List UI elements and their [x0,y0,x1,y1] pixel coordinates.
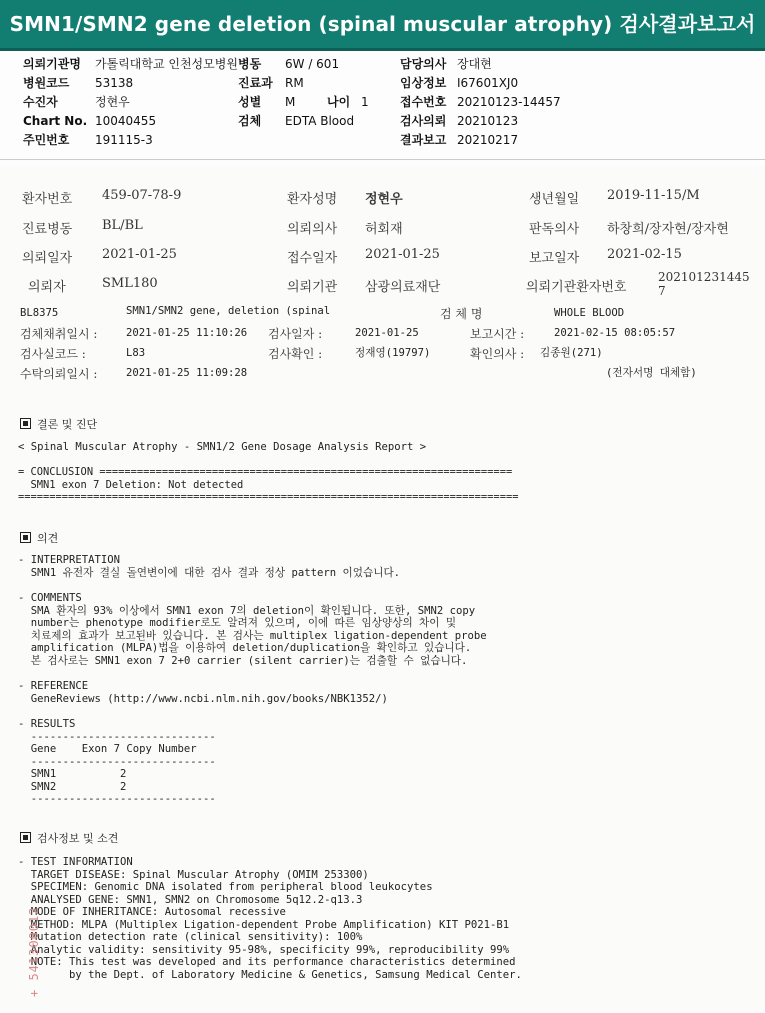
section-opinion [20,530,58,546]
header-label: 검사의뢰 [400,114,447,128]
header-value: M [285,95,296,109]
header-value: 191115-3 [95,133,153,147]
section-testinfo [20,830,118,846]
header-label: 임상정보 [400,76,447,90]
field-value: 2021-02-15 [607,247,682,262]
section-title: 결론 및 진단 [37,418,98,431]
report-title: SMN1/SMN2 gene deletion (spinal muscular atrophy) 검사결과보고서 [0,0,765,51]
field-value: 2021-01-25 [365,247,440,262]
section-conclusion [20,416,97,432]
header-label: 담당의사 [400,57,447,71]
field-value: 삼광의료재단 [365,280,441,295]
interpretation-block: - INTERPRETATION SMN1 유전자 결실 돌연변이에 대한 검사 결과 정상 pattern 이었습니다. [18,554,401,579]
field-value: 정현우 [365,192,403,207]
esign-note: (전자서명 대체함) [606,367,697,379]
header-value: 가톨릭대학교 인천성모병원 [95,57,238,71]
section-title: 검사정보 및 소견 [37,832,119,845]
field-value: BL/BL [102,218,143,233]
field-label: 검체채취일시 : [20,327,98,341]
field-value: 하창희/장자현/장자현 [607,222,729,237]
header-value: 장대현 [457,57,492,71]
field-label: 의뢰기관환자번호 [526,280,627,295]
header-value: 1 [361,95,369,109]
header-col2 [238,55,369,131]
header-value: EDTA Blood [285,114,355,128]
specimen-code: BL8375 [20,307,59,319]
test-name: SMN1/SMN2 gene, deletion (spinal [126,305,331,317]
section-bullet-icon [20,532,31,543]
header-value: 6W / 601 [285,57,340,71]
field-label: 검사확인 : [268,347,323,361]
section-bullet-icon [20,418,31,429]
field-label: 검 체 명 [440,307,483,321]
section-title: 의견 [37,532,59,545]
field-value: 2021-01-25 [102,247,177,262]
field-label: 의뢰의사 [287,222,338,237]
header-label: 병동 [238,57,262,71]
header-divider [0,159,765,160]
field-label: 보고일자 [529,251,580,266]
field-value: 2021-01-25 11:09:28 [126,367,248,379]
field-label: 진료병동 [22,222,73,237]
conclusion-block: = CONCLUSION ================================================================== SMN1 exon 7 Deletion: Not detected ================================================================================ [18,466,519,503]
field-value: L83 [126,347,146,359]
field-label: 환자번호 [22,192,73,207]
header-label: 의뢰기관명 [23,57,81,71]
field-value: 459-07-78-9 [102,188,182,203]
field-label: 검사일자 : [268,327,323,341]
header-value: 20210217 [457,133,519,147]
header-value: RM [285,76,304,90]
field-label: 판독의사 [529,222,580,237]
field-label: 의뢰기관 [287,280,338,295]
header-label: 나이 [327,95,351,109]
header-col3 [400,55,561,150]
reference-block: - REFERENCE GeneReviews (http://www.ncbi.nlm.nih.gov/books/NBK1352/) [18,680,388,705]
field-label: 확인의사 : [470,347,525,361]
field-label: 의뢰일자 [22,251,73,266]
header-label: 검체 [238,114,262,128]
header-value: 10040455 [95,114,157,128]
field-value: 2021-01-25 11:10:26 [126,327,248,339]
field-value: 김종원(271) [540,347,603,359]
field-value: 2021-01-25 [355,327,419,339]
field-label: 생년월일 [529,192,580,207]
field-value: 2021-02-15 08:05:57 [554,327,676,339]
header-value: I67601XJ0 [457,76,519,90]
header-value: 20210123-14457 [457,95,561,109]
field-value: WHOLE BLOOD [554,307,625,319]
field-value: 정재영(19797) [355,347,431,359]
field-value: 2019-11-15/M [607,188,700,203]
header-label: 성별 [238,95,262,109]
header-value: 정현우 [95,95,130,109]
header-value: 20210123 [457,114,519,128]
field-value: 7 [658,284,666,298]
header-label: 결과보고 [400,133,447,147]
field-value: 허회재 [365,222,403,237]
header-value: 53138 [95,76,134,90]
field-label: 환자성명 [287,192,338,207]
side-stamp: + 541300012 [27,906,41,997]
header-label: 주민번호 [23,133,70,147]
field-value: SML180 [102,276,158,291]
section-bullet-icon [20,832,31,843]
field-value: 202101231445 [658,270,750,284]
testinfo-block: - TEST INFORMATION TARGET DISEASE: Spinal Muscular Atrophy (OMIM 253300) SPECIMEN: Genomic DNA isolated from peripheral blood leukocytes ANALYSED GENE: SMN1, SMN2 on Chromosome 5q12.2-q13.3 MODE OF INHERITANCE: Autosomal recessive METHOD: MLPA (Multiplex Ligation-dependent Probe Amplification) KIT P021-B1 Mutation detection rate (clinical sensitivity): 100% Analytic validity: sensitivity 95-98%, specificity 99%, reproducibility 99% NOTE: This test was developed and its performance characteristics determined by the Dept. of Laboratory Medicine & Genetics, Samsung Medical Center. [18,856,522,981]
results-block: - RESULTS ----------------------------- Gene Exon 7 Copy Number ----------------------------- SMN1 2 SMN2 2 ----------------------------- [18,718,216,805]
field-label: 접수일자 [287,251,338,266]
comments-block: - COMMENTS SMA 환자의 93% 이상에서 SMN1 exon 7의 deletion이 확인됩니다. 또한, SMN2 copy number는 phenotype modifier로도 알려져 있으며, 이에 따른 임상양상의 차이 및 치료제의 효과가 보고된바 있습니다. 본 검사는 multiplex ligation-dependent probe amplification (MLPA)법을 이용하여 deletion/duplication을 확인하고 있습니다. 본 검사로는 SMN1 exon 7 2+0 carrier (silent carrier)는 검출할 수 없습니다. [18,592,487,667]
field-label: 수탁의뢰일시 : [20,367,98,381]
header-label: 병원코드 [23,76,70,90]
header-label: 수진자 [23,95,58,109]
field-label: 검사실코드 : [20,347,86,361]
header-label: Chart No. [23,114,88,128]
header-label: 진료과 [238,76,273,90]
header-col1 [23,55,238,150]
field-label: 보고시간 : [470,327,525,341]
report-subtitle: < Spinal Muscular Atrophy - SMN1/2 Gene Dosage Analysis Report > [18,441,427,453]
field-label: 의뢰자 [28,280,66,295]
header-label: 접수번호 [400,95,447,109]
